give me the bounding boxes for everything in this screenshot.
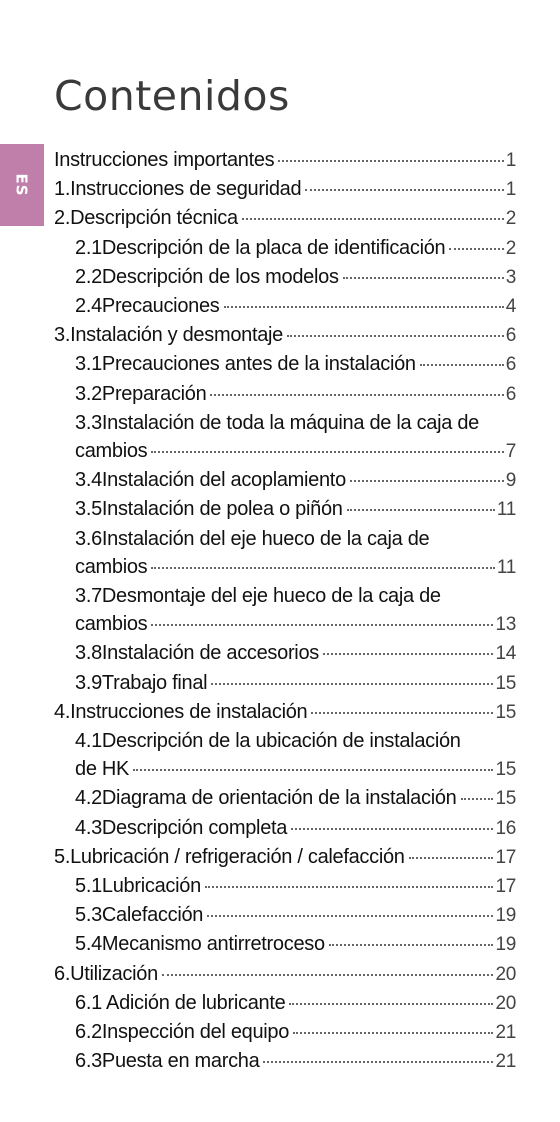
toc-page-number: 20 xyxy=(495,963,516,985)
toc-entry[interactable] xyxy=(54,466,516,495)
dot-leader xyxy=(224,306,504,308)
dot-leader xyxy=(449,248,503,250)
toc-entry-title: 3.1Precauciones antes de la instalación xyxy=(75,353,416,376)
dot-leader xyxy=(211,683,493,685)
toc-page-number: 15 xyxy=(495,701,516,723)
dot-leader xyxy=(151,567,495,569)
toc-entry[interactable] xyxy=(54,784,516,813)
toc-entry-row xyxy=(75,1047,516,1076)
toc-entry-title: 3.2Preparación xyxy=(75,382,207,405)
dot-leader xyxy=(311,712,493,714)
toc-entry-row xyxy=(75,669,516,698)
toc-page-number: 20 xyxy=(495,992,516,1014)
toc-entry-row xyxy=(54,698,516,727)
toc-page-number: 1 xyxy=(505,150,516,171)
dot-leader xyxy=(242,218,504,220)
toc-entry-title: 3.9Trabajo final xyxy=(75,671,208,694)
dot-leader xyxy=(205,886,494,888)
toc-entry-title-line: 3.7Desmontaje del eje hueco de la caja de xyxy=(75,585,441,608)
toc-entry[interactable] xyxy=(54,1018,516,1047)
dot-leader xyxy=(133,769,493,771)
toc-entry-title: 5.1Lubricación xyxy=(75,875,201,898)
toc-entry-title: 3.Instalación y desmontaje xyxy=(54,324,284,347)
toc-page-number: 21 xyxy=(495,1022,516,1044)
toc-page-number: 15 xyxy=(495,759,516,781)
table-of-contents xyxy=(54,146,516,1077)
toc-entry-row xyxy=(75,437,516,466)
toc-entry[interactable] xyxy=(54,901,516,930)
toc-entry-title: 5.3Calefacción xyxy=(75,904,204,927)
toc-entry[interactable] xyxy=(54,146,516,175)
toc-entry-row xyxy=(75,872,516,901)
dot-leader xyxy=(293,1032,493,1034)
toc-entry-row xyxy=(54,204,516,233)
toc-page-number: 21 xyxy=(495,1051,516,1073)
toc-page-number: 11 xyxy=(496,556,516,578)
dot-leader xyxy=(207,915,493,917)
toc-entry-row xyxy=(75,610,516,639)
toc-page-number: 6 xyxy=(505,325,516,347)
dot-leader xyxy=(278,160,503,162)
toc-entry[interactable] xyxy=(54,263,516,292)
language-tab-label: ES xyxy=(13,173,31,197)
dot-leader xyxy=(263,1061,493,1063)
toc-entry[interactable] xyxy=(54,495,516,524)
dot-leader xyxy=(287,335,504,337)
page-title: Contenidos xyxy=(54,72,290,120)
toc-entry[interactable] xyxy=(54,989,516,1018)
toc-entry-row xyxy=(75,989,516,1018)
toc-page-number: 13 xyxy=(495,614,516,636)
toc-entry[interactable] xyxy=(54,872,516,901)
toc-entry-title: 4.Instrucciones de instalación xyxy=(54,700,308,723)
toc-entry-row xyxy=(75,784,516,813)
dot-leader xyxy=(329,944,494,946)
toc-page-number: 16 xyxy=(495,817,516,839)
toc-entry-row xyxy=(75,553,516,582)
dot-leader xyxy=(350,480,504,482)
toc-entry-title: 2.1Descripción de la placa de identificación xyxy=(75,236,446,259)
toc-entry-row xyxy=(54,321,516,350)
toc-page-number: 14 xyxy=(495,643,516,665)
toc-entry-title-line: 3.3Instalación de toda la máquina de la caja de xyxy=(75,411,479,434)
toc-entry-title: Instrucciones importantes xyxy=(54,149,275,171)
toc-entry-title: 2.Descripción técnica xyxy=(54,207,238,230)
toc-entry-row xyxy=(54,175,516,204)
toc-page-number: 19 xyxy=(495,934,516,956)
toc-entry-title: 6.1 Adición de lubricante xyxy=(75,991,286,1014)
toc-page-number: 15 xyxy=(495,788,516,810)
toc-entry[interactable] xyxy=(54,409,516,466)
dot-leader xyxy=(162,974,494,976)
toc-page-number: 7 xyxy=(505,441,516,463)
toc-entry-title: cambios xyxy=(75,613,148,636)
dot-leader xyxy=(289,1003,493,1005)
toc-entry-title: 6.3Puesta en marcha xyxy=(75,1050,260,1073)
toc-entry-title: 1.Instrucciones de seguridad xyxy=(54,178,302,201)
toc-entry-row xyxy=(75,755,516,784)
toc-entry[interactable] xyxy=(54,698,516,727)
dot-leader xyxy=(210,394,503,396)
toc-entry-title: 2.2Descripción de los modelos xyxy=(75,265,339,288)
toc-entry-row xyxy=(75,495,516,524)
toc-entry-title: 5.Lubricación / refrigeración / calefacción xyxy=(54,845,405,868)
toc-entry[interactable] xyxy=(54,350,516,379)
toc-page-number: 6 xyxy=(505,383,516,405)
toc-page-number: 6 xyxy=(505,354,516,376)
dot-leader xyxy=(291,828,493,830)
toc-entry[interactable] xyxy=(54,380,516,409)
toc-entry-title: de HK xyxy=(75,758,130,781)
toc-entry-title: 6.Utilización xyxy=(54,962,158,985)
toc-entry[interactable] xyxy=(54,292,516,321)
toc-entry[interactable] xyxy=(54,1047,516,1076)
toc-entry-row xyxy=(75,1018,516,1047)
toc-entry-row xyxy=(75,350,516,379)
toc-entry[interactable] xyxy=(54,639,516,668)
toc-entry-row xyxy=(75,263,516,292)
toc-page-number: 15 xyxy=(495,672,516,694)
toc-entry-title: cambios xyxy=(75,440,148,463)
toc-entry-title: 4.2Diagrama de orientación de la instalación xyxy=(75,787,457,810)
toc-entry[interactable] xyxy=(54,582,516,639)
toc-entry[interactable] xyxy=(54,814,516,843)
dot-leader xyxy=(420,364,504,366)
toc-entry-row xyxy=(54,960,516,989)
toc-entry-title: 5.4Mecanismo antirretroceso xyxy=(75,933,325,956)
toc-entry-row xyxy=(75,901,516,930)
toc-entry-title-line: 4.1Descripción de la ubicación de instalación xyxy=(75,730,461,753)
toc-entry-title: 6.2Inspección del equipo xyxy=(75,1021,290,1044)
toc-entry-row xyxy=(54,843,516,872)
toc-entry-title: cambios xyxy=(75,555,148,578)
toc-entry-title: 3.8Instalación de accesorios xyxy=(75,642,319,665)
toc-entry[interactable] xyxy=(54,204,516,233)
toc-entry-row xyxy=(75,466,516,495)
toc-page-number: 19 xyxy=(495,905,516,927)
dot-leader xyxy=(151,451,503,453)
toc-entry-row xyxy=(75,930,516,959)
toc-entry-title-line: 3.6Instalación del eje hueco de la caja de xyxy=(75,527,430,550)
dot-leader xyxy=(409,857,494,859)
toc-entry-title: 2.4Precauciones xyxy=(75,295,220,318)
toc-entry-title: 4.3Descripción completa xyxy=(75,816,288,839)
toc-page-number: 1 xyxy=(505,179,516,201)
toc-entry-row xyxy=(75,639,516,668)
toc-page-number: 17 xyxy=(495,846,516,868)
toc-entry-row xyxy=(75,380,516,409)
language-tab xyxy=(0,144,44,226)
toc-entry[interactable] xyxy=(54,669,516,698)
toc-entry-row xyxy=(75,292,516,321)
toc-entry[interactable] xyxy=(54,321,516,350)
toc-page-number: 2 xyxy=(505,208,516,230)
toc-entry[interactable] xyxy=(54,525,516,582)
toc-entry-title: 3.5Instalación de polea o piñón xyxy=(75,498,343,521)
dot-leader xyxy=(151,624,493,626)
dot-leader xyxy=(343,277,504,279)
toc-page-number: 11 xyxy=(496,499,516,521)
toc-entry-title: 3.4Instalación del acoplamiento xyxy=(75,469,346,492)
dot-leader xyxy=(305,189,503,191)
toc-entry-row xyxy=(75,814,516,843)
dot-leader xyxy=(461,798,494,800)
toc-page-number: 9 xyxy=(505,470,516,492)
toc-entry[interactable] xyxy=(54,960,516,989)
toc-entry-row xyxy=(54,146,516,175)
toc-page-number: 3 xyxy=(505,266,516,288)
dot-leader xyxy=(323,653,493,655)
toc-entry[interactable] xyxy=(54,175,516,204)
toc-page-number: 4 xyxy=(505,296,516,318)
toc-entry[interactable] xyxy=(54,930,516,959)
toc-entry-row xyxy=(75,234,516,263)
toc-entry[interactable] xyxy=(54,234,516,263)
toc-entry[interactable] xyxy=(54,727,516,784)
toc-page-number: 2 xyxy=(505,237,516,259)
dot-leader xyxy=(347,509,495,511)
toc-entry[interactable] xyxy=(54,843,516,872)
toc-page-number: 17 xyxy=(495,876,516,898)
